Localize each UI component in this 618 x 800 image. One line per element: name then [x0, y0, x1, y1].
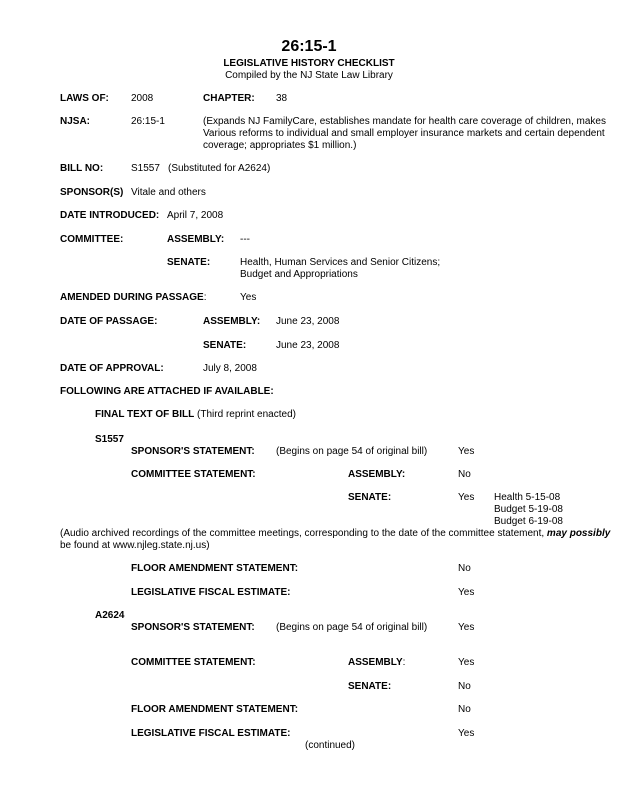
- attached-heading: FOLLOWING ARE ATTACHED IF AVAILABLE:: [60, 386, 274, 397]
- date-of-approval-value: July 8, 2008: [203, 363, 257, 374]
- chapter-value: 38: [276, 93, 288, 104]
- date-of-passage-label: DATE OF PASSAGE:: [60, 316, 158, 327]
- s1557-senate-date: Budget 5-19-08: [494, 504, 563, 515]
- s1557-committee-label: COMMITTEE STATEMENT:: [131, 469, 256, 480]
- a2624-fiscal-label: LEGISLATIVE FISCAL ESTIMATE:: [131, 728, 291, 739]
- audio-note-emphasis: may possibly: [546, 528, 611, 539]
- s1557-assembly-label: ASSEMBLY:: [348, 469, 406, 480]
- page-title: 26:15-1: [281, 38, 337, 55]
- chapter-label: CHAPTER:: [203, 93, 255, 104]
- laws-of-value: 2008: [131, 93, 154, 104]
- audio-note-line1: [60, 528, 610, 540]
- committee-senate-label: SENATE:: [167, 257, 211, 268]
- laws-of-label: LAWS OF:: [60, 93, 109, 104]
- a2624-heading: A2624: [95, 610, 125, 621]
- sponsors-label: SPONSOR(S): [60, 187, 124, 198]
- final-text-label: FINAL TEXT OF BILL: [95, 409, 195, 420]
- final-text-row: [95, 409, 296, 421]
- a2624-sponsor-value: Yes: [458, 622, 475, 633]
- s1557-fiscal-label: LEGISLATIVE FISCAL ESTIMATE:: [131, 587, 291, 598]
- committee-label: COMMITTEE:: [60, 234, 124, 245]
- bill-no-label: BILL NO:: [60, 163, 104, 174]
- passage-senate-value: June 23, 2008: [276, 340, 340, 351]
- njsa-label: NJSA:: [60, 116, 91, 127]
- s1557-fiscal-value: Yes: [458, 587, 475, 598]
- njsa-desc-line3: coverage; appropriates $1 million.): [203, 140, 357, 151]
- a2624-sponsor-note: (Begins on page 54 of original bill): [276, 622, 428, 633]
- audio-note-line2: be found at www.njleg.state.nj.us): [60, 540, 210, 551]
- a2624-senate-label: SENATE:: [348, 681, 392, 692]
- amended-value: Yes: [240, 292, 257, 303]
- a2624-committee-label: COMMITTEE STATEMENT:: [131, 657, 256, 668]
- a2624-assembly-label: ASSEMBLY: [348, 657, 403, 668]
- passage-senate-label: SENATE:: [203, 340, 247, 351]
- s1557-senate-label: SENATE:: [348, 492, 392, 503]
- njsa-desc-line1: (Expands NJ FamilyCare, establishes mandate for health care coverage of children, makes: [203, 116, 606, 127]
- a2624-sponsor-label: SPONSOR'S STATEMENT:: [131, 622, 255, 633]
- continued-note: (continued): [304, 740, 356, 751]
- committee-senate-line1: Health, Human Services and Senior Citizens;: [240, 257, 441, 268]
- committee-senate-line2: Budget and Appropriations: [240, 269, 358, 280]
- page-subtitle: LEGISLATIVE HISTORY CHECKLIST: [223, 58, 395, 69]
- s1557-sponsor-label: SPONSOR'S STATEMENT:: [131, 446, 255, 457]
- a2624-floor-label: FLOOR AMENDMENT STATEMENT:: [131, 704, 299, 715]
- a2624-fiscal-value: Yes: [458, 728, 475, 739]
- bill-no-note: (Substituted for A2624): [168, 163, 271, 174]
- compiled-by: Compiled by the NJ State Law Library: [225, 70, 393, 81]
- s1557-senate-value: Yes: [458, 492, 475, 503]
- s1557-sponsor-note: (Begins on page 54 of original bill): [276, 446, 428, 457]
- s1557-heading: S1557: [95, 434, 124, 445]
- audio-note-text: (Audio archived recordings of the committee meetings, corresponding to the date of the committee statement,: [60, 528, 547, 539]
- a2624-assembly-row: [348, 657, 405, 669]
- a2624-floor-value: No: [458, 704, 471, 715]
- date-of-approval-label: DATE OF APPROVAL:: [60, 363, 164, 374]
- s1557-senate-date: Health 5-15-08: [494, 492, 561, 503]
- a2624-senate-value: No: [458, 681, 471, 692]
- s1557-senate-date: Budget 6-19-08: [494, 516, 563, 527]
- s1557-sponsor-value: Yes: [458, 446, 475, 457]
- date-introduced-value: April 7, 2008: [167, 210, 224, 221]
- amended-colon: :: [203, 292, 207, 303]
- s1557-floor-value: No: [458, 563, 471, 574]
- a2624-assembly-value: Yes: [458, 657, 475, 668]
- amended-label: AMENDED DURING PASSAGE: [60, 292, 204, 303]
- bill-no-value: S1557: [131, 163, 160, 174]
- passage-assembly-value: June 23, 2008: [276, 316, 340, 327]
- committee-assembly-value: ---: [240, 234, 250, 245]
- committee-assembly-label: ASSEMBLY:: [167, 234, 225, 245]
- sponsors-value: Vitale and others: [131, 187, 206, 198]
- njsa-value: 26:15-1: [131, 116, 165, 127]
- passage-assembly-label: ASSEMBLY:: [203, 316, 261, 327]
- date-introduced-label: DATE INTRODUCED:: [60, 210, 160, 221]
- amended-row: [60, 292, 207, 304]
- s1557-floor-label: FLOOR AMENDMENT STATEMENT:: [131, 563, 299, 574]
- final-text-note: (Third reprint enacted): [197, 409, 296, 420]
- a2624-assembly-colon: :: [402, 657, 406, 668]
- s1557-assembly-value: No: [458, 469, 471, 480]
- njsa-desc-line2: Various reforms to individual and small employer insurance markets and certain dependent: [203, 128, 605, 139]
